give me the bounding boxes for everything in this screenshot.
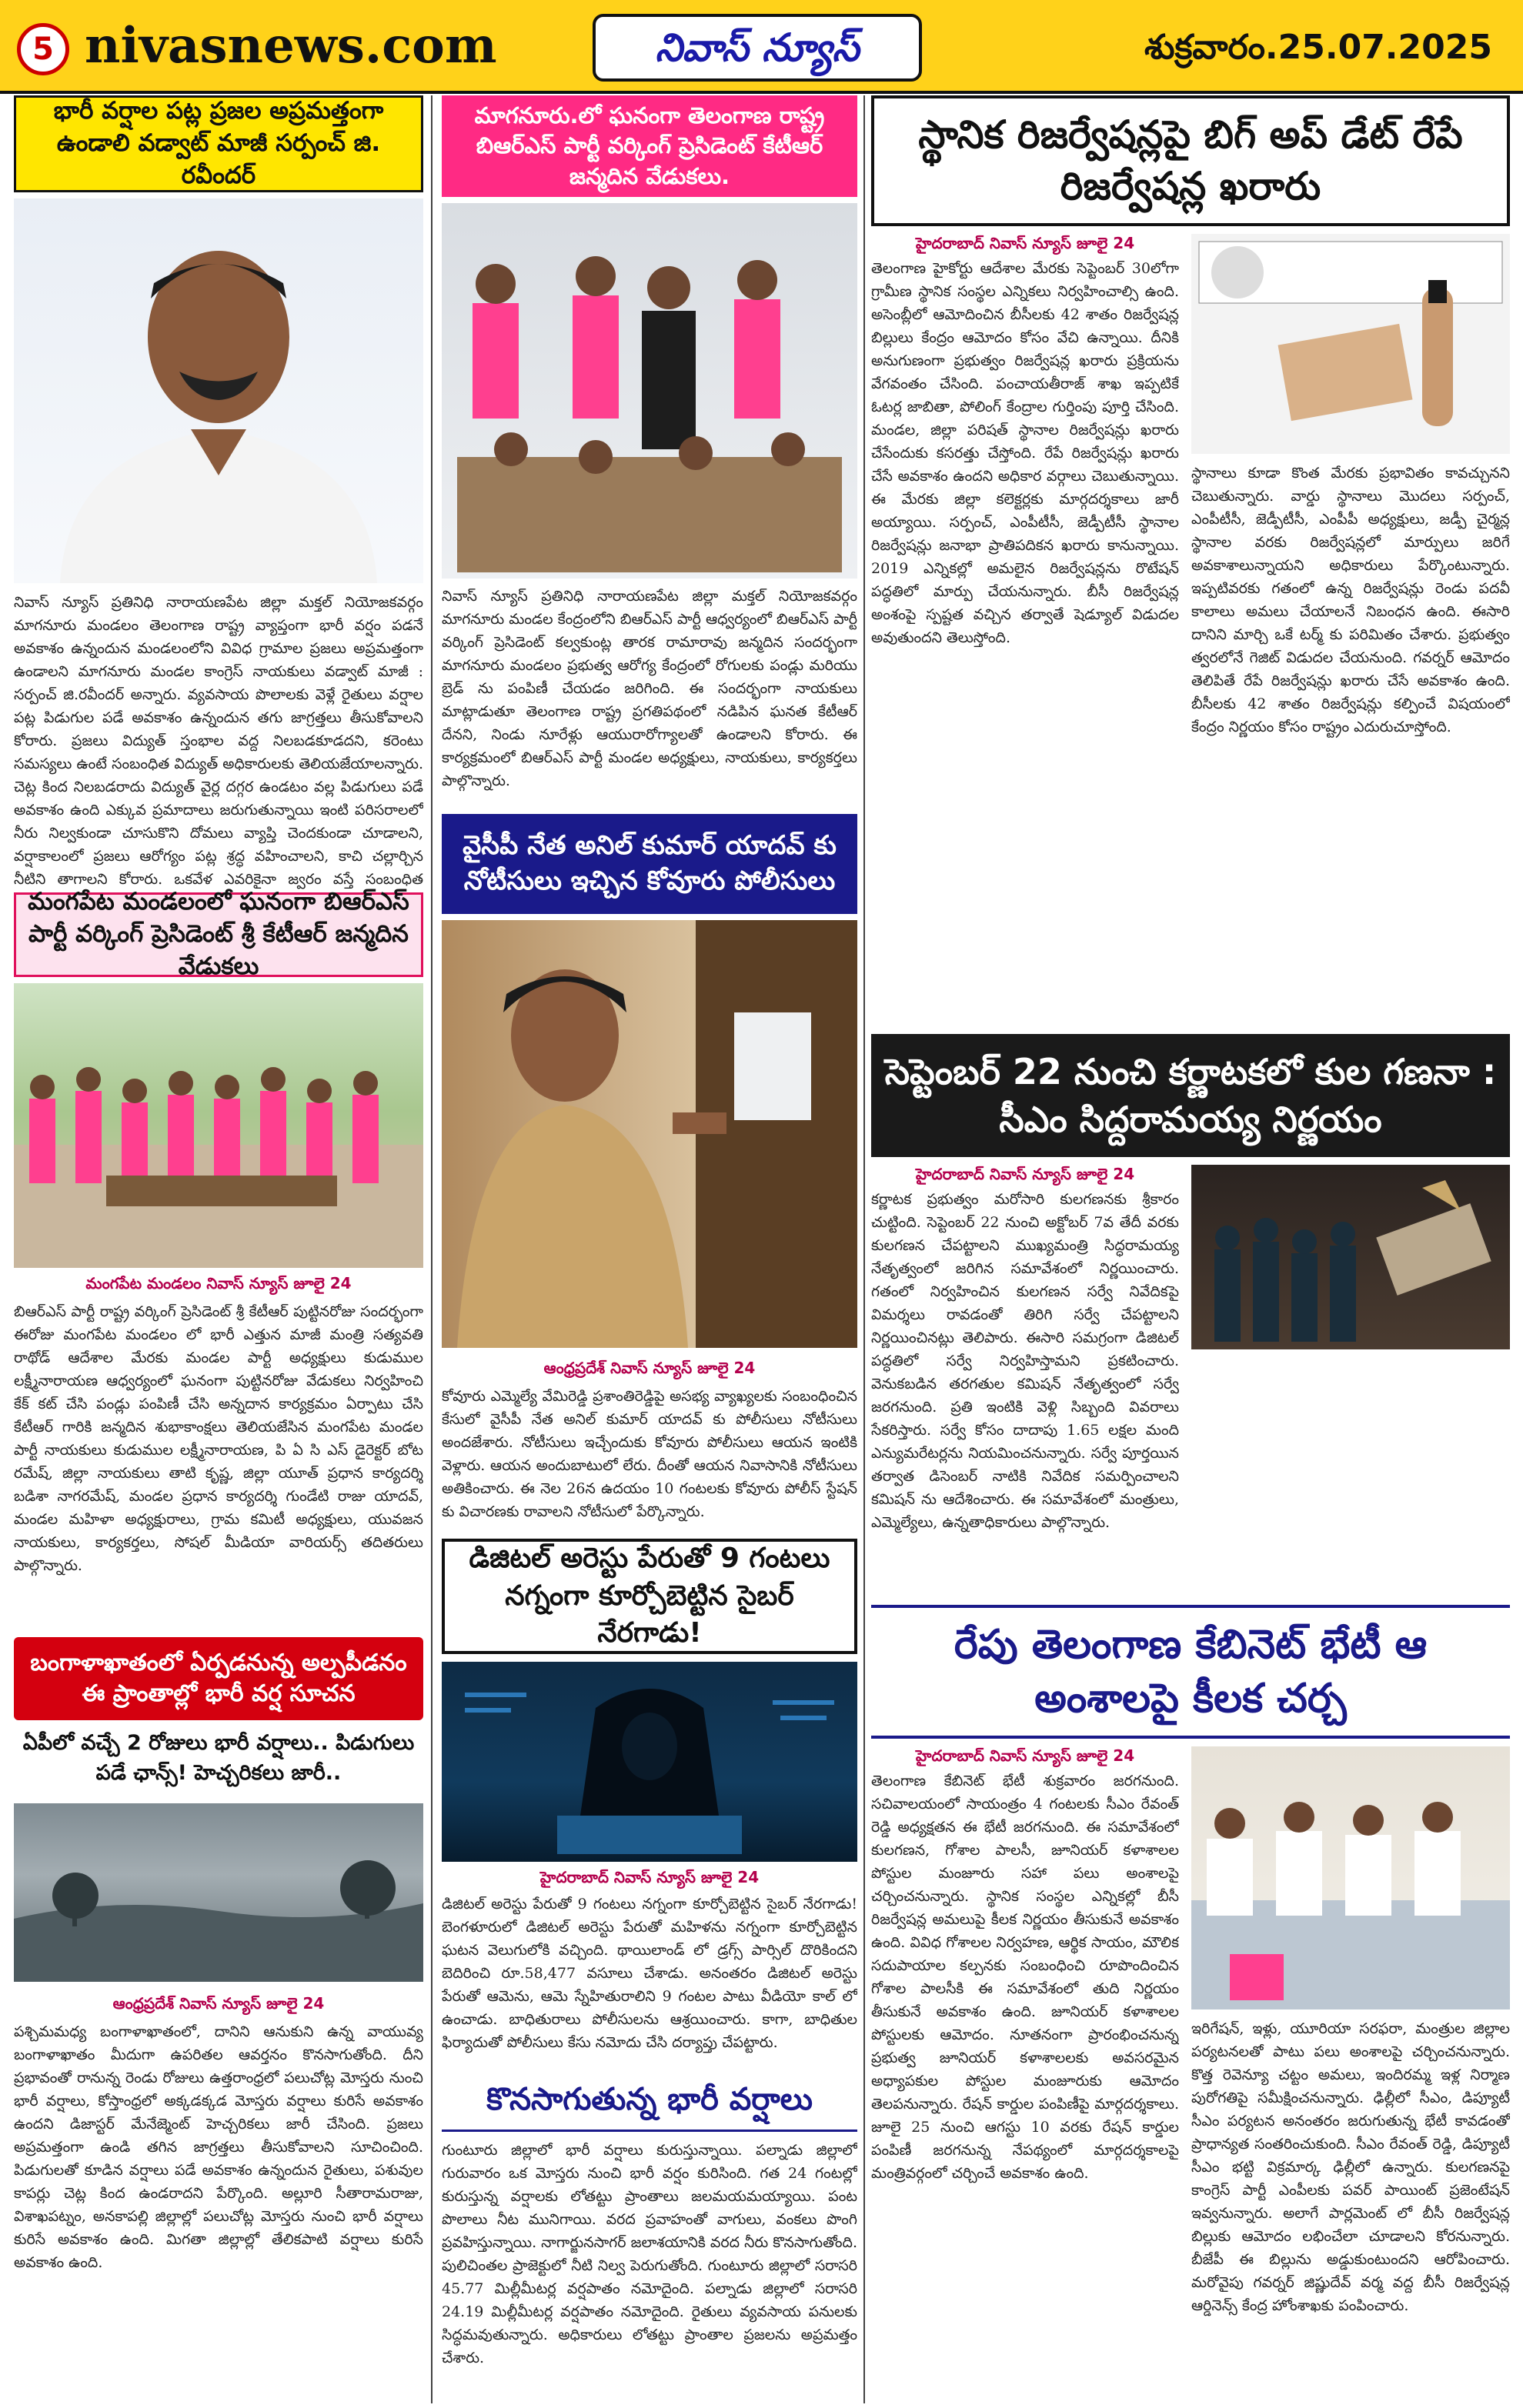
ballot-photo [1191,234,1510,454]
hacker-icon [442,1662,857,1862]
column-divider [431,95,433,2403]
page-number: 5 [17,23,69,75]
ysrcp-notice-headline[interactable]: వైసీపీ నేత అనిల్ కుమార్ యాదవ్ కు నోటీసులు ఇచ్చిన కోవూరు పోలీసులు [442,814,857,914]
digital-arrest-body: డిజిటల్ అరెస్టు పేరుతో 9 గంటలు నగ్నంగా కూర్చోబెట్టిన సైబర్ నేరగాడు! బెంగళూరులో డిజిటల్ అరెస్టు పేరుతో మహిళను నగ్నంగా కూర్చోబెట్టిన ఘటన వెలుగులోకి వచ్చింది. థాయిలాండ్ లో డ్రగ్స్ పార్సిల్ దొరికిందని బెదిరించి రూ.58,477 వసూలు చేశాడు. అనంతరం డిజిటల్ అరెస్టు పేరుతో ఆమెను, ఆమె స్నేహితురాలిని 9 గంటల పాటు వీడియో కాల్ లో ఉంచాడు. బాధితురాలు పోలీసులను ఆశ్రయించారు. కాగా, బాధితుల ఫిర్యాదుతో పోలీసులు కేసు నమోదు చేసి దర్యాప్తు చేపట్టారు. [442,1896,857,2052]
paper-logo: నివాస్ న్యూస్ [593,14,922,82]
hacker-photo [442,1662,857,1862]
maganur-ktr-headline[interactable]: మాగనూరు.లో ఘనంగా తెలంగాణ రాష్ట్ర బిఆర్ఎస్ పార్టీ వర్కింగ్ ప్రెసిడెంట్ కేటీఆర్ జన్మదిన వేడుకలు. [442,95,857,197]
mangapet-body: బిఆర్ఎస్ పార్టీ రాష్ట్ర వర్కింగ్ ప్రెసిడెంట్ శ్రీ కేటీఆర్ పుట్టినరోజు సందర్భంగా ఈరోజు మంగపేట మండలం లో భారీ ఎత్తున మాజీ మంత్రి సత్యవతి రాథోడ్ ఆదేశాల మేరకు మండల పార్టీ అధ్యక్షులు కుడుముల లక్ష్మీనారాయణ ఆధ్వర్యంలో ఘనంగా పుట్టినరోజు వేడుకలు నిర్వహించి కేక్ కట్ చేసి పండ్లు పంపిణీ చేసి అన్నదాన కార్యక్రమం ఏర్పాటు చేసి కేటీఆర్ గారికి జన్మదిన శుభాకాంక్షలు తెలియజేసిన మంగపేట మండల పార్టీ నాయకులు కుడుముల లక్ష్మీనారాయణ, పి ఏ సి ఎస్ డైరెక్టర్ బోట రమేష్, జిల్లా నాయకులు తాటి కృష్ణ, జిల్లా యూత్ ప్రధాన కార్యదర్శి బడిశా నాగరమేష్, మండల ప్రధాన కార్యదర్శి గుండేటి రాజు యాదవ్, మండల మహిళా అధ్యక్షురాలు, గ్రామ కమిటీ అధ్యక్షులు, యువజన నాయకులు, కార్యకర్తలు, సోషల్ మీడియా వారియర్స్ తదితరులు పాల్గొన్నారు. [14,1303,423,1575]
census-icon [1191,1165,1510,1349]
rain-warning-headline[interactable]: భారీ వర్షాల పట్ల ప్రజల అప్రమత్తంగా ఉండాలి వడ్వాట్ మాజీ సర్పంచ్ జి. రవీందర్ [14,95,423,192]
ysrcp-notice-body: కోవూరు ఎమ్మెల్యే వేమిరెడ్డి ప్రశాంతిరెడ్డిపై అసభ్య వ్యాఖ్యలకు సంబంధించిన కేసులో వైసీపీ నేత అనిల్ కుమార్ యాదవ్ కు పోలీసులు నోటీసులు అందజేశారు. నోటీసులు ఇచ్చేందుకు కోవూరు పోలీసులు ఆయన ఇంటికి వెళ్లారు. ఆయన అందుబాటులో లేరు. దీంతో ఆయన నివాసానికి నోటీసులు అతికించారు. ఈ నెల 26న ఉదయం 10 గంటలకు కోవూరు పోలీస్ స్టేషన్ కు విచారణకు రావాలని నోటీసులో పేర్కొన్నారు. [442,1388,857,1521]
mangapet-photo [14,983,423,1268]
site-name[interactable]: nivasnews.com [85,17,497,75]
heavy-rains-body: గుంటూరు జిల్లాలో భారీ వర్షాలు కురుస్తున్నాయి. పల్నాడు జిల్లాలో గురువారం ఒక మోస్తరు నుంచి భారీ వర్షం కురిసింది. గత 24 గంటల్లో కురుస్తున్న వర్షాలకు లోతట్టు ప్రాంతాలు జలమయమయ్యాయి. పంట పొలాలు నీట మునిగాయి. వరద ప్రవాహంతో వాగులు, వంకలు పొంగి ప్రవహిస్తున్నాయి. నాగార్జునసాగర్ జలాశయానికి వరద నీరు కొనసాగుతోంది. పులిచింతల ప్రాజెక్టులో నీటి నిల్వ పెరుగుతోంది. గుంటూరు జిల్లాలో సరాసరి 45.77 మిల్లీమీటర్ల వర్షపాతం నమోదైంది. పల్నాడు జిల్లాలో సరాసరి 24.19 మిల్లీమీటర్ల వర్షపాతం నమోదైంది. రైతులు వ్యవసాయ పనులకు సిద్ధమవుతున్నారు. అధికారులు లోతట్టు ప్రాంతాల ప్రజలను అప్రమత్తం చేశారు. [442,2142,857,2367]
telangana-cabinet-body-right: ఇరిగేషన్, ఇళ్లు, యూరియా సరఫరా, మంత్రుల జిల్లాల పర్యటనలతో పాటు పలు అంశాలపై చర్చించనున్నారు. కొత్త రెవెన్యూ చట్టం అమలు, ఇందిరమ్మ ఇళ్ల నిర్మాణ పురోగతిపై సమీక్షించనున్నారు. ఢిల్లీలో సీఎం, డిప్యూటీ సీఎం పర్యటన అనంతరం జరుగుతున్న భేటీ కావడంతో ప్రాధాన్యత సంతరించుకుంది. సీఎం రేవంత్ రెడ్డి, డిప్యూటీ సీఎం భట్టి విక్రమార్క ఢిల్లీలో ఉన్నారు. కులగణనపై కాంగ్రెస్ పార్టీ ఎంపీలకు పవర్ పాయింట్ ప్రజెంటేషన్ ఇవ్వనున్నారు. అలాగే పార్లమెంట్ లో బీసీ రిజర్వేషన్ల బిల్లుకు ఆమోదం లభించేలా చూడాలని కోరనున్నారు. బీజేపీ ఈ బిల్లును అడ్డుకుంటుందని ఆరోపించారు. మరోవైపు గవర్నర్ జిష్ణుదేవ్ వర్మ వద్ద బీసీ రిజర్వేషన్ల ఆర్డినెన్స్ కేంద్ర హోంశాఖకు పంపించారు. [1191,2020,1510,2315]
cabinet-meeting-photo [1191,1746,1510,2009]
ysrcp-notice-dateline: ఆంధ్రప్రదేశ్ నివాస్ న్యూస్ జూలై 24 [543,1359,756,1377]
karnataka-census-dateline: హైదరాబాద్ నివాస్ న్యూస్ జూలై 24 [915,1165,1135,1183]
police-officer-icon [442,920,857,1348]
person-portrait-icon [14,198,423,583]
low-pressure-headline[interactable]: బంగాళాఖాతంలో ఏర్పడనున్న అల్పపీడనం ఈ ప్రాంతాల్లో భారీ వర్ష సూచన [14,1637,423,1720]
mangapet-headline[interactable]: మంగపేట మండలంలో ఘనంగా బిఆర్ఎస్ పార్టీ వర్కింగ్ ప్రెసిడెంట్ శ్రీ కేటీఆర్ జన్మదిన వేడుకలు [14,892,423,977]
low-pressure-subheadline: ఏపీలో వచ్చే 2 రోజులు భారీ వర్షాలు.. పిడుగులు పడే ఛాన్స్! హెచ్చరికలు జారీ.. [22,1731,415,1786]
census-photo [1191,1165,1510,1349]
maganur-hospital-photo [442,203,857,579]
low-pressure-body: పశ్చిమమధ్య బంగాళాఖాతంలో, దానిని ఆనుకుని ఉన్న వాయువ్య బంగాళాఖాతం మీదుగా ఉపరితల ఆవర్తనం కొనసాగుతోంది. దీని ప్రభావంతో రానున్న రెండు రోజులు ఉత్తరాంధ్రలో పలుచోట్ల మోస్తరు నుంచి భారీ వర్షాలు, కోస్తాంధ్రలో అక్కడక్కడ మోస్తరు వర్షాలు కురిసే అవకాశం ఉందని డిజాస్టర్ మేనేజ్మెంట్ హెచ్చరికలు జారీ చేసింది. ప్రజలు అప్రమత్తంగా ఉండి తగిన జాగ్రత్తలు తీసుకోవాలని సూచించింది. పిడుగులతో కూడిన వర్షాలు పడే అవకాశం ఉన్నందున రైతులు, పశువుల కాపర్లు చెట్ల కింద ఉండరాదని పేర్కొంది. అల్లూరి సీతారామరాజు, విశాఖపట్నం, అనకాపల్లి జిల్లాల్లో పలుచోట్ల మోస్తరు నుంచి భారీ వర్షాలు కురిసే అవకాశం ఉంది. మిగతా జిల్లాల్లో తేలికపాటి వర్షాలు కురిసే అవకాశం ఉంది. [14,2023,423,2272]
local-reservations-body-right: స్థానాలు కూడా కొంత మేరకు ప్రభావితం కావచ్చునని చెబుతున్నారు. వార్డు స్థానాలు మొదలు సర్పంచ్, ఎంపీటీసీ, జెడ్పీటీసీ, ఎంపీపీ అధ్యక్షులు, జడ్పీ చైర్మన్ల స్థానాల వరకు రిజర్వేషన్లలో మార్పులు జరిగే అవకాశాలున్నాయని అధికారులు పేర్కొంటున్నారు. ఇప్పటివరకు గతంలో ఉన్న రిజర్వేషన్లు రెండు పదవీ కాలాలు అమలు చేయాలనే నిబంధన ఉంది. ఈసారి దానిని మార్చి ఒకే టర్మ్ కు పరిమితం చేశారు. ప్రభుత్వం త్వరలోనే గెజిట్ విడుదల చేయనుంది. గవర్నర్ ఆమోదం తెలిపితే రేపే రిజర్వేషన్లు ఖరారు చేసే అవకాశం ఉంది. బీసీలకు 42 శాతం రిజర్వేషన్లు కల్పించే విషయంలో కేంద్రం నిర్ణయం కోసం రాష్ట్రం ఎదురుచూస్తోంది. [1191,465,1510,736]
maganur-ktr-body: నివాస్ న్యూస్ ప్రతినిధి నారాయణపేట జిల్లా మక్తల్ నియోజకవర్గం మాగనూరు మండల కేంద్రంలోని బిఆర్ఎస్ పార్టీ ఆధ్వర్యంలో బిఆర్ఎస్ పార్టీ వర్కింగ్ ప్రెసిడెంట్ కల్వకుంట్ల తారక రామారావు జన్మదిన సందర్భంగా మాగనూరు మండలం ప్రభుత్వ ఆరోగ్య కేంద్రంలో రోగులకు పండ్లు మరియు బ్రెడ్ ను పంపిణీ చేయడం జరిగింది. ఈ సందర్భంగా నాయకులు మాట్లాడుతూ తెలంగాణ రాష్ట్ర ప్రగతిపథంలో నడిపిన ఘనత కేటీఆర్ దేనని, నిండు నూరేళ్లు ఆయురారోగ్యాలతో ఉండాలని కోరారు. ఈ కార్యక్రమంలో బిఆర్ఎస్ పార్టీ మండల అధ్యక్షులు, నాయకులు, కార్యకర్తలు పాల్గొన్నారు. [442,588,857,790]
karnataka-census-headline[interactable]: సెప్టెంబర్ 22 నుంచి కర్ణాటకలో కుల గణనా : సీఎం సిద్దరామయ్య నిర్ణయం [871,1034,1510,1157]
crowd-photo-icon [14,983,423,1268]
police-officer-photo [442,920,857,1348]
telangana-cabinet-headline[interactable]: రేపు తెలంగాణ కేబినెట్ భేటీ ఆ అంశాలపై కీలక చర్చ [871,1605,1510,1739]
digital-arrest-headline[interactable]: డిజిటల్ అరెస్టు పేరుతో 9 గంటలు నగ్నంగా కూర్చోబెట్టిన సైబర్ నేరగాడు! [442,1539,857,1654]
telangana-cabinet-dateline: హైదరాబాద్ నివాస్ న్యూస్ జూలై 24 [915,1746,1135,1765]
local-reservations-body-left: తెలంగాణ హైకోర్టు ఆదేశాల మేరకు సెప్టెంబర్ 30లోగా గ్రామీణ స్థానిక సంస్థల ఎన్నికలు నిర్వహించాల్సి ఉంది. అసెంబ్లీలో ఆమోదించిన బీసీలకు 42 శాతం రిజర్వేషన్ల బిల్లులు కేంద్రం ఆమోదం కోసం వేచి ఉన్నాయి. దీనికి అనుగుణంగా ప్రభుత్వం రిజర్వేషన్ల ఖరారు ప్రక్రియను వేగవంతం చేసింది. పంచాయతీరాజ్ శాఖ ఇప్పటికే ఓటర్ల జాబితా, పోలింగ్ కేంద్రాల గుర్తింపు పూర్తి చేసింది. మండల, జిల్లా పరిషత్ స్థానాల రిజర్వేషన్లు ఖరారు చేసేందుకు కసరత్తు చేస్తోంది. రేపే రిజర్వేషన్లు ఖరారు చేసే అవకాశం ఉందని అధికార వర్గాలు చెబుతున్నాయి. ఈ మేరకు జిల్లా కలెక్టర్లకు మార్గదర్శకాలు జారీ అయ్యాయి. సర్పంచ్, ఎంపీటీసీ, జెడ్పీటీసీ స్థానాల రిజర్వేషన్లు జనాభా ప్రాతిపదికన ఖరారు కానున్నాయి. 2019 ఎన్నికల్లో అమలైన రిజర్వేషన్లను రొటేషన్ పద్ధతిలో మార్పు చేయనున్నారు. బీసీ రిజర్వేషన్ల అంశంపై స్పష్టత వచ్చిన తర్వాతే షెడ్యూల్ విడుదల అవుతుందని తెలుస్తోంది. [871,260,1179,647]
karnataka-census-body-right [1191,1357,1510,1599]
group-photo-icon [442,203,857,579]
meeting-icon [1191,1746,1510,2009]
storm-icon [14,1803,423,1982]
issue-date: శుక్రవారం.25.07.2025 [1144,28,1492,67]
voting-icon [1191,234,1510,454]
karnataka-census-body: కర్ణాటక ప్రభుత్వం మరోసారి కులగణనకు శ్రీకారం చుట్టింది. సెప్టెంబర్ 22 నుంచి అక్టోబర్ 7వ తేదీ వరకు కులగణన చేపట్టాలని ముఖ్యమంత్రి సిద్ధరామయ్య నేతృత్వంలో జరిగిన సమావేశంలో నిర్ణయించారు. గతంలో నిర్వహించిన కులగణన సర్వే నివేదికపై విమర్శలు రావడంతో తిరిగి సర్వే చేపట్టాలని నిర్ణయించినట్లు తెలిపారు. ఈసారి సమగ్రంగా డిజిటల్ పద్ధతిలో సర్వే నిర్వహిస్తామని ప్రకటించారు. వెనుకబడిన తరగతుల కమిషన్ నేతృత్వంలో సర్వే జరగనుంది. ప్రతి ఇంటికి వెళ్లి సిబ్బంది వివరాలు సేకరిస్తారు. సర్వే కోసం దాదాపు 1.65 లక్షల మంది ఎన్యుమరేటర్లను నియమించనున్నారు. సర్వే పూర్తయిన తర్వాత డిసెంబర్ నాటికి నివేదిక సమర్పించాలని కమిషన్ ను ఆదేశించారు. ఈ సమావేశంలో మంత్రులు, ఎమ్మెల్యేలు, ఉన్నతాధికారులు పాల్గొన్నారు. [871,1191,1179,1532]
digital-arrest-dateline: హైదరాబాద్ నివాస్ న్యూస్ జూలై 24 [539,1868,760,1886]
telangana-cabinet-body-left: తెలంగాణ కేబినెట్ భేటీ శుక్రవారం జరగనుంది. సచివాలయంలో సాయంత్రం 4 గంటలకు సీఎం రేవంత్ రెడ్డి అధ్యక్షతన ఈ భేటీ జరగనుంది. ఈ సమావేశంలో కులగణన, గోశాల పాలసీ, జూనియర్ కళాశాలల పోస్టుల మంజూరు సహా పలు అంశాలపై చర్చించనున్నారు. స్థానిక సంస్థల ఎన్నికల్లో బీసీ రిజర్వేషన్ల అమలుపై కీలక నిర్ణయం తీసుకునే అవకాశం ఉంది. వివిధ గోశాలల నిర్వహణ, ఆర్థిక సాయం, మౌలిక సదుపాయాల కల్పనకు సంబంధించి రూపొందించిన గోశాల పాలసీకి ఈ సమావేశంలో తుది నిర్ణయం తీసుకునే అవకాశం ఉంది. జూనియర్ కళాశాలల పోస్టులకు ఆమోదం. నూతనంగా ప్రారంభించనున్న ప్రభుత్వ జూనియర్ కళాశాలలకు అవసరమైన అధ్యాపకుల పోస్టుల మంజూరుకు ఆమోదం తెలపనున్నారు. రేషన్ కార్డుల పంపిణీపై మార్గదర్శకాలు. జూలై 25 నుంచి ఆగస్టు 10 వరకు రేషన్ కార్డుల పంపిణీ జరగనున్న నేపథ్యంలో మార్గదర్శకాలపై మంత్రివర్గంలో చర్చించే అవకాశం ఉంది. [871,1773,1179,2183]
mangapet-caption: మంగపేట మండలం నివాస్ న్యూస్ జూలై 24 [85,1274,352,1292]
local-reservations-headline[interactable]: స్థానిక రిజర్వేషన్లపై బిగ్ అప్ డేట్ రేపే రిజర్వేషన్ల ఖరారు [871,95,1510,226]
low-pressure-dateline: ఆంధ్రప్రదేశ్ నివాస్ న్యూస్ జూలై 24 [112,1994,325,2013]
local-reservations-dateline: హైదరాబాద్ నివాస్ న్యూస్ జూలై 24 [915,234,1135,252]
ravinder-photo [14,198,423,583]
storm-photo [14,1803,423,1982]
masthead [0,0,1523,94]
heavy-rains-headline[interactable]: కొనసాగుతున్న భారీ వర్షాలు [442,2082,857,2132]
column-divider [863,95,865,2403]
rain-warning-body: నివాస్ న్యూస్ ప్రతినిధి నారాయణపేట జిల్లా మక్తల్ నియోజకవర్గం మాగనూరు మండలం తెలంగాణ రాష్ట్ర వ్యాప్తంగా భారీ వర్షం పడనే అవకాశం ఉన్నందున మండలంలోని వివిధ గ్రామాల ప్రజలు అప్రమత్తంగా ఉండాలని మాగనూరు మండల కాంగ్రెస్ నాయకులు వడ్వాట్ మాజీ : సర్పంచ్ జి.రవీందర్ అన్నారు. వ్యవసాయ పొలాలకు వెళ్లే రైతులు వర్షాల పట్ల పిడుగుల పడే అవకాశం ఉన్నందున తగు జాగ్రత్తలు తీసుకోవాలని కోరారు. ప్రజలు విద్యుత్ స్తంభాల వద్ద నిలబడకూడదని, కరెంటు సమస్యలు ఉంటే సంబంధిత విద్యుత్ అధికారులకు తెలియజేయాలన్నారు. చెట్ల కింద నిలబడరాదు విద్యుత్ వైర్ల దగ్గర ఉండటం వల్ల పిడుగులు పడే అవకాశం ఉంది ఎక్కువ ప్రమాదాలు జరుగుతున్నాయి ఇంటి పరిసరాలలో నీరు నిల్వకుండా చూసుకొని దోమలు వ్యాప్తి చెందకుండా చూడాలని, వర్షాకాలంలో ప్రజలు ఆరోగ్యం పట్ల శ్రద్ధ వహించాలని, కాచి చల్లార్చిన నీటిని తాగాలని కోరారు. ఒకవేళ ఎవరికైనా జ్వరం వస్తే సంబంధిత [14,594,423,889]
